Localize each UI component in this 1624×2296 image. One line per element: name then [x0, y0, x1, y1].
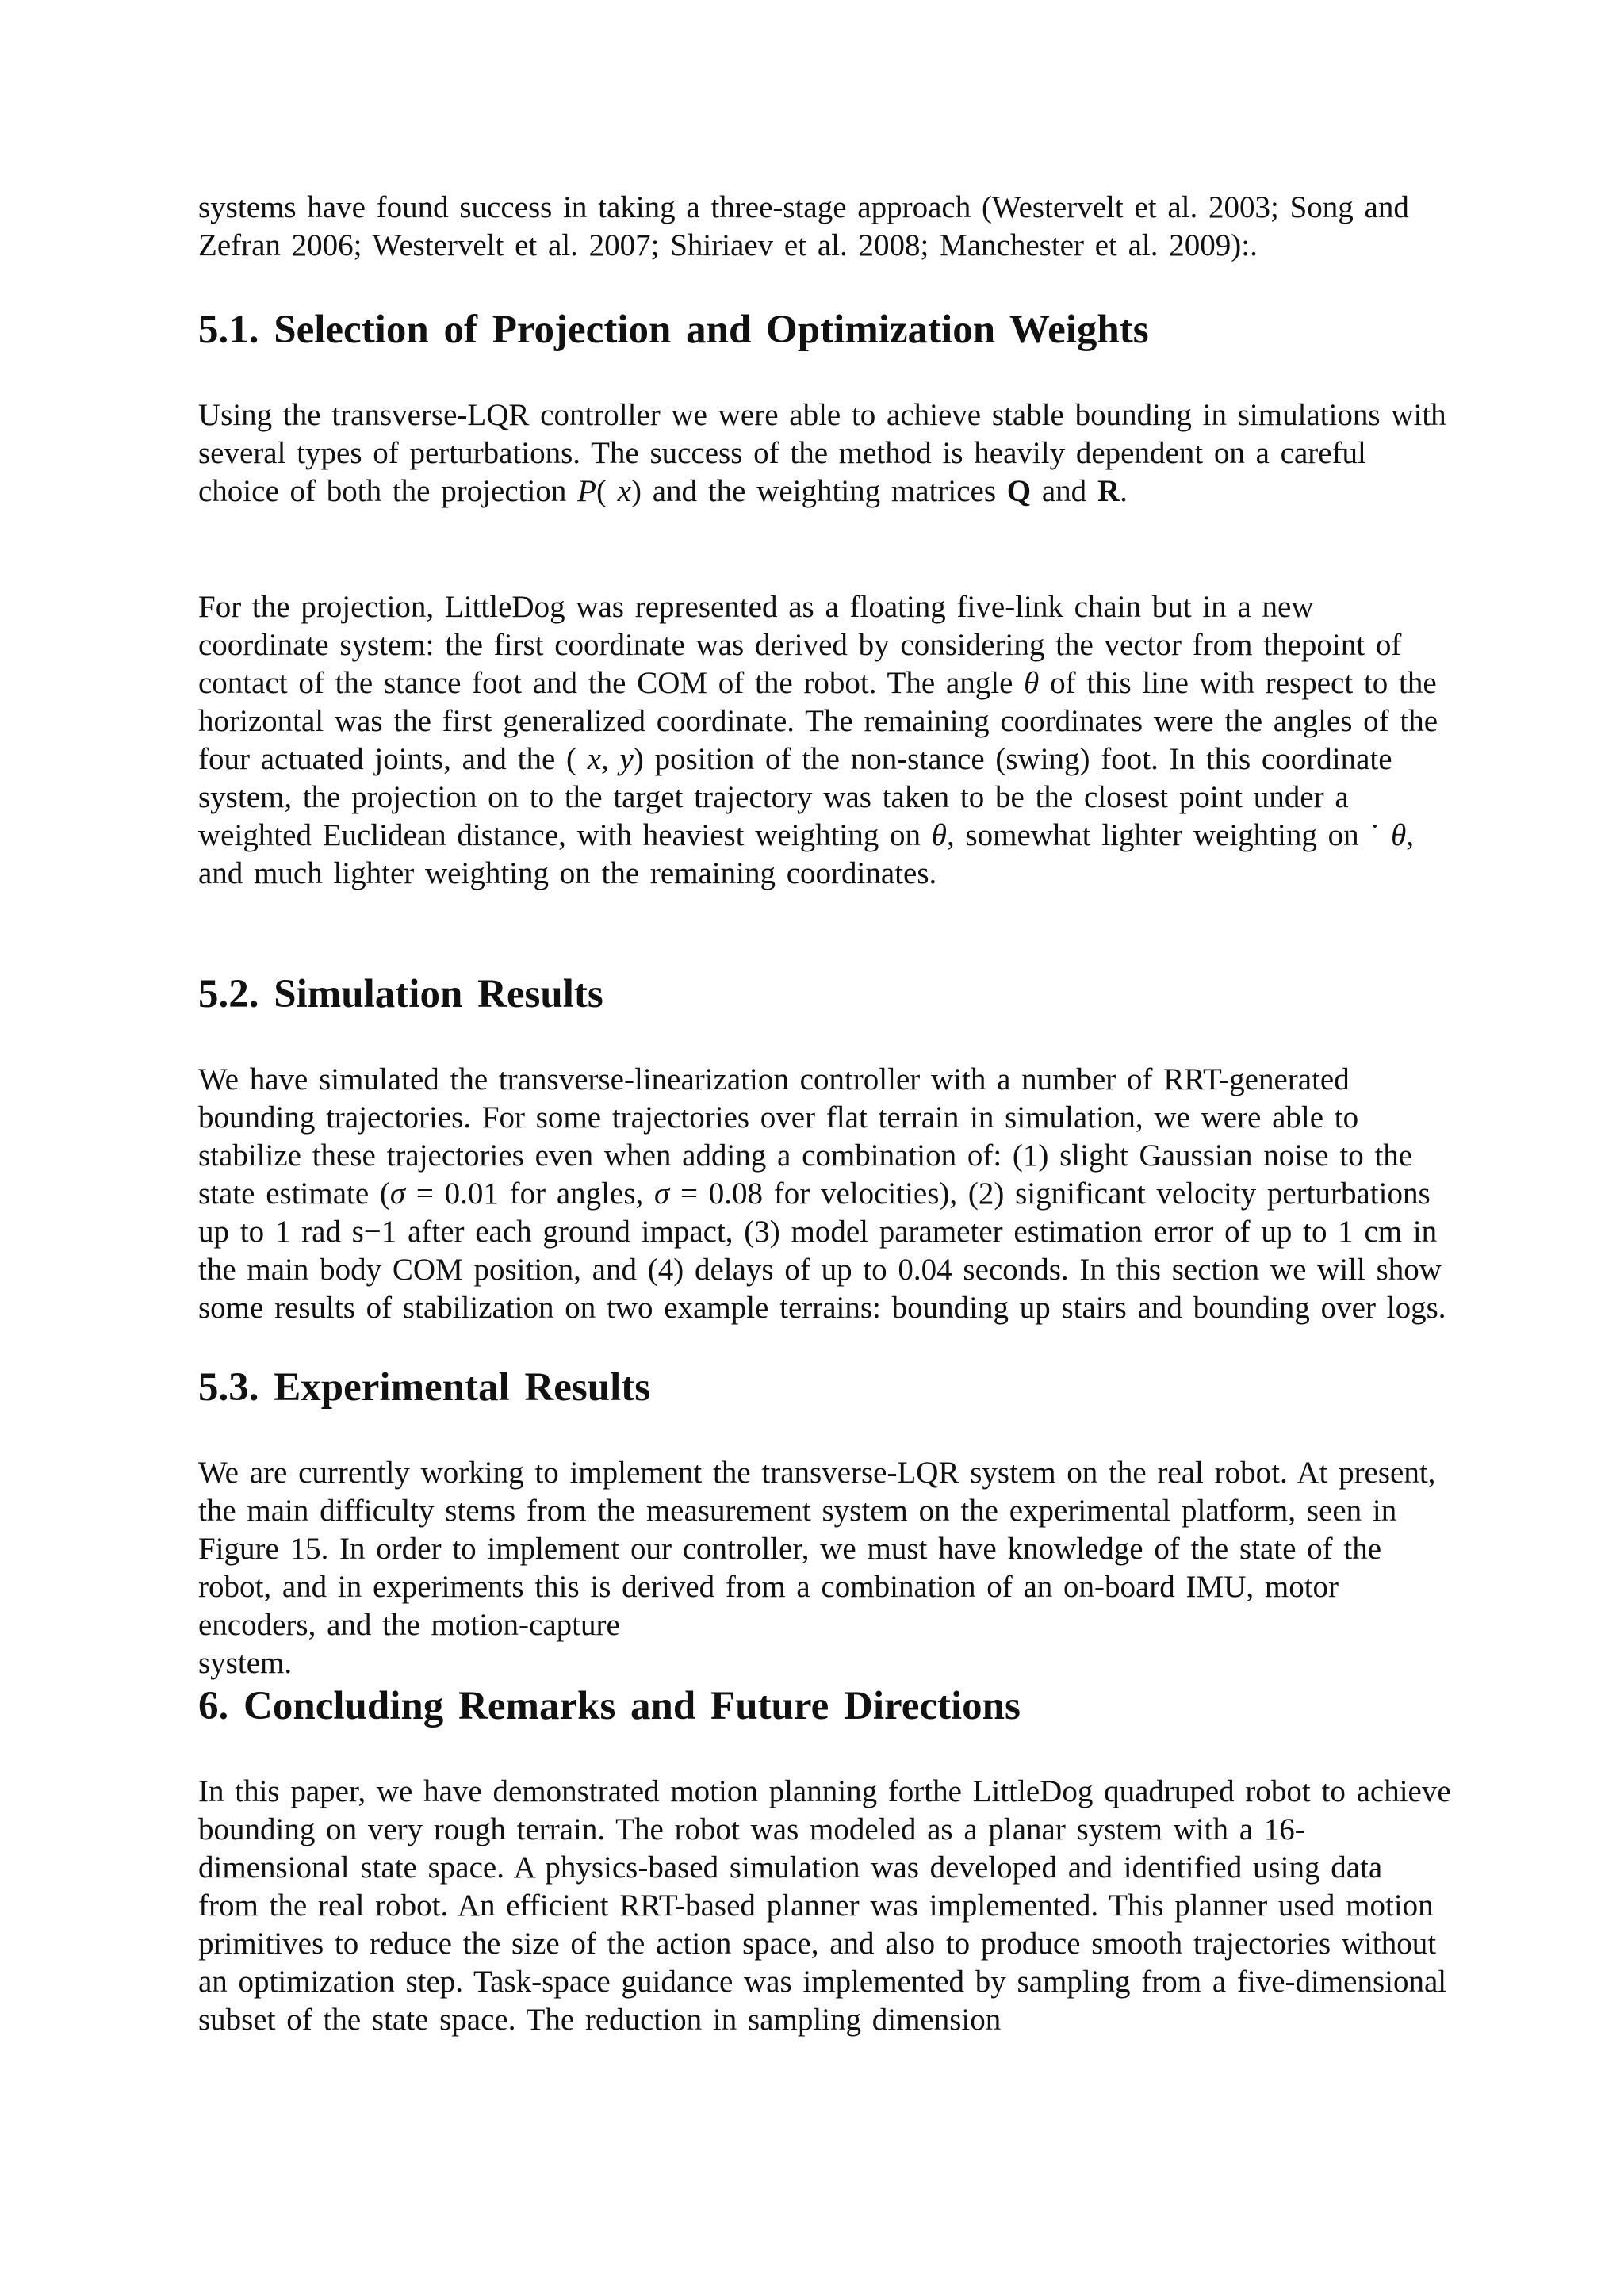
paragraph-experimental-results-end: system. [198, 1646, 293, 1680]
math-R: R [1097, 474, 1120, 508]
section-heading-5-3: 5.3. Experimental Results [198, 1365, 651, 1410]
math-P: P [577, 474, 596, 508]
section-heading-5-2: 5.2. Simulation Results [198, 972, 603, 1016]
math-theta: θ [1024, 666, 1040, 700]
math-sigma: σ [654, 1177, 670, 1211]
intro-paragraph: systems have found success in taking a three-stage approach (Westervelt et al. 2003; Song and Zefran 2006; Westervelt et al. 2007; Shiriaev et al. 2008; Manchester et al. 2009):. [198, 190, 1409, 262]
section-heading-6: 6. Concluding Remarks and Future Directions [198, 1684, 1021, 1728]
math-xy: x, y [587, 742, 634, 776]
paragraph-experimental-results: We are currently working to implement the transverse-LQR system on the real robot. At present, the main difficulty stems from the measurement system on the experimental platform, seen in Figure 15. In order to implement our controller, we must have knowledge of the state of the robot, and in experiments this is derived from a combination of an on-board IMU, motor encoders, and the motion-capture [198, 1456, 1436, 1642]
math-sigma: σ [389, 1177, 406, 1211]
paragraph-projection-choice: Using the transverse-LQR controller we were able to achieve stable bounding in simulations with several types of perturbations. The success of the method is heavily dependent on a careful choice of both the projection P( x) and the weighting matrices Q and R. [198, 398, 1446, 508]
paragraph-projection-coordinates: For the projection, LittleDog was represented as a floating five-link chain but in a new coordinate system: the first coordinate was derived by considering the vector from thepoint of contact of the stance foot and the COM of the robot. The angle θ of this line with respect to the horizontal was the first generalized coordinate. The remaining coordinates were the angles of the four actuated joints, and the ( x, y) position of the non-stance (swing) foot. In this coordinate system, the projection on to the target trajectory was taken to be the closest point under a weighted Euclidean distance, with heaviest weighting on θ, somewhat lighter weighting on ˙ θ, and much lighter weighting on the remaining coordinates. [198, 590, 1438, 890]
math-theta: θ [931, 818, 947, 852]
paragraph-simulation-results: We have simulated the transverse-linearization controller with a number of RRT-generated bounding trajectories. For some trajectories over flat terrain in simulation, we were able to stabilize these trajectories even when adding a combination of: (1) slight Gaussian noise to the state estimate (σ = 0.01 for angles, σ = 0.08 for velocities), (2) significant velocity perturbations up to 1 rad s−1 after each ground impact, (3) model parameter estimation error of up to 1 cm in the main body COM position, and (4) delays of up to 0.04 seconds. In this section we will show some results of stabilization on two example terrains: bounding up stairs and bounding over logs. [198, 1062, 1446, 1325]
math-x: x [617, 474, 631, 508]
section-heading-5-1: 5.1. Selection of Projection and Optimization Weights [198, 308, 1149, 352]
math-Q: Q [1006, 474, 1032, 508]
paragraph-concluding-remarks: In this paper, we have demonstrated motion planning forthe LittleDog quadruped robot to achieve bounding on very rough terrain. The robot was modeled as a planar system with a 16-dimensional state space. A physics-based simulation was developed and identified using data from the real robot. An efficient RRT-based planner was implemented. This planner used motion primitives to reduce the size of the action space, and also to produce smooth trajectories without an optimization step. Task-space guidance was implemented by sampling from a five-dimensional subset of the state space. The reduction in sampling dimension [198, 1774, 1451, 2037]
math-theta-dot: θ [1391, 818, 1407, 852]
paper-page [198, 189, 1451, 2039]
